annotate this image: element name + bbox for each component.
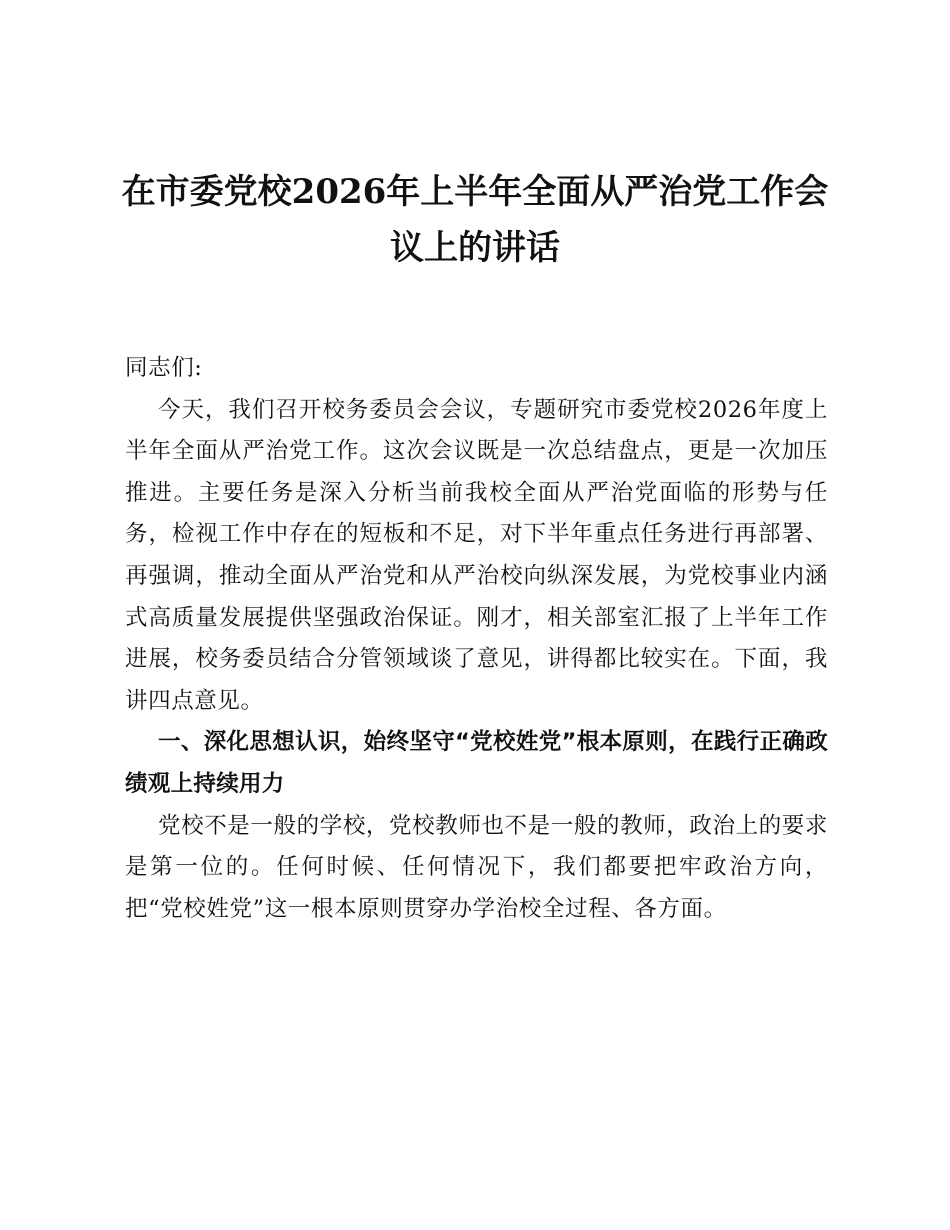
section-paragraph-1: 党校不是一般的学校，党校教师也不是一般的教师，政治上的要求是第一位的。任何时候、任何情况下，我们都要把牢政治方向，把“党校姓党”这一根本原则贯穿办学治校全过程、各方面。 [125,812,828,922]
document-body [125,348,828,930]
section-heading-1: 一、深化思想认识，始终坚守“党校姓党”根本原则，在践行正确政绩观上持续用力 [125,729,828,797]
document-title: 在市委党校2026年上半年全面从严治党工作会议上的讲话 [121,172,829,268]
intro-paragraph: 今天，我们召开校务委员会会议，专题研究市委党校2026年度上半年全面从严治党工作。这次会议既是一次总结盘点，更是一次加压推进。主要任务是深入分析当前我校全面从严治党面临的形势与任务，检视工作中存在的短板和不足，对下半年重点任务进行再部署、再强调，推动全面从严治党和从严治校向纵深发展，为党校事业内涵式高质量发展提供坚强政治保证。刚才，相关部室汇报了上半年工作进展，校务委员结合分管领域谈了意见，讲得都比较实在。下面，我讲四点意见。 [125,396,828,714]
salutation: 同志们: [125,355,203,381]
